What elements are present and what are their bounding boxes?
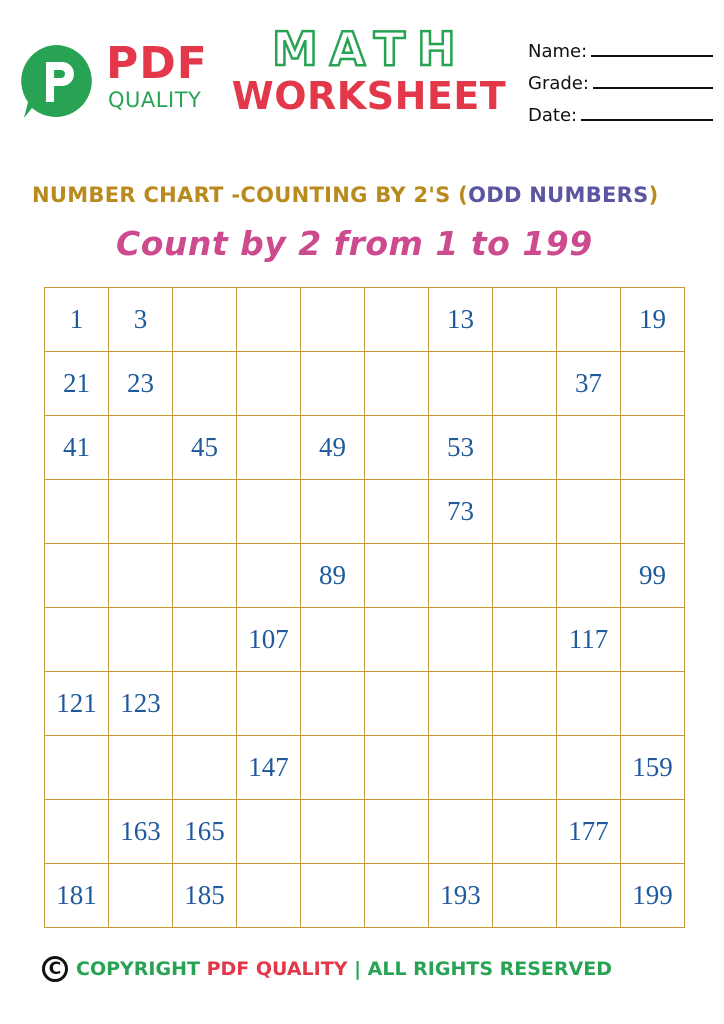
grid-cell[interactable]: 73 xyxy=(429,480,493,544)
grid-cell[interactable] xyxy=(173,736,237,800)
pdf-quality-logo xyxy=(18,38,218,122)
logo-p-icon xyxy=(18,42,96,120)
grid-cell[interactable] xyxy=(45,480,109,544)
number-chart-grid xyxy=(44,287,685,928)
grid-cell[interactable] xyxy=(173,352,237,416)
date-label: Date: xyxy=(528,105,578,126)
grid-row xyxy=(45,864,685,928)
name-field[interactable] xyxy=(528,30,713,62)
grid-cell[interactable] xyxy=(493,416,557,480)
grid-row xyxy=(45,416,685,480)
grid-row xyxy=(45,736,685,800)
grid-cell[interactable]: 3 xyxy=(109,288,173,352)
grid-cell[interactable] xyxy=(557,544,621,608)
title-math: MATH xyxy=(272,22,468,76)
grid-cell[interactable]: 185 xyxy=(173,864,237,928)
name-label: Name: xyxy=(528,41,588,62)
grid-cell[interactable] xyxy=(301,864,365,928)
grid-cell[interactable]: 49 xyxy=(301,416,365,480)
grid-cell[interactable] xyxy=(621,416,685,480)
grid-cell[interactable] xyxy=(173,608,237,672)
copyright-icon: C xyxy=(42,956,68,982)
grid-cell[interactable]: 123 xyxy=(109,672,173,736)
grid-cell[interactable] xyxy=(493,288,557,352)
grid-cell[interactable] xyxy=(45,608,109,672)
grid-cell[interactable]: 147 xyxy=(237,736,301,800)
grid-cell[interactable] xyxy=(493,864,557,928)
grade-field[interactable] xyxy=(528,62,713,94)
grid-cell[interactable] xyxy=(493,736,557,800)
date-field[interactable] xyxy=(528,94,713,126)
grid-cell[interactable] xyxy=(365,416,429,480)
grid-cell[interactable] xyxy=(493,608,557,672)
grid-cell[interactable]: 159 xyxy=(621,736,685,800)
grid-cell[interactable] xyxy=(557,288,621,352)
grid-row xyxy=(45,352,685,416)
grid-cell[interactable] xyxy=(365,864,429,928)
grid-cell[interactable]: 107 xyxy=(237,608,301,672)
grid-cell[interactable] xyxy=(365,608,429,672)
grid-cell[interactable] xyxy=(237,288,301,352)
grid-cell[interactable] xyxy=(621,352,685,416)
grid-cell[interactable] xyxy=(365,544,429,608)
grid-cell[interactable] xyxy=(621,800,685,864)
grid-cell[interactable] xyxy=(429,736,493,800)
grid-cell[interactable] xyxy=(109,544,173,608)
grid-cell[interactable] xyxy=(365,288,429,352)
grid-cell[interactable] xyxy=(365,672,429,736)
name-line[interactable] xyxy=(591,54,713,57)
grid-cell[interactable] xyxy=(429,352,493,416)
grid-row xyxy=(45,800,685,864)
footer-brand-text: PDF QUALITY xyxy=(206,958,348,980)
grid-cell[interactable]: 177 xyxy=(557,800,621,864)
grid-row xyxy=(45,480,685,544)
grid-cell[interactable] xyxy=(237,352,301,416)
grid-cell[interactable] xyxy=(493,544,557,608)
grid-cell[interactable] xyxy=(429,608,493,672)
grid-cell[interactable]: 45 xyxy=(173,416,237,480)
grid-cell[interactable] xyxy=(493,352,557,416)
grid-cell[interactable]: 121 xyxy=(45,672,109,736)
copyright-footer xyxy=(42,956,722,982)
grid-cell[interactable]: 193 xyxy=(429,864,493,928)
grid-cell[interactable] xyxy=(557,736,621,800)
grid-cell[interactable]: 165 xyxy=(173,800,237,864)
grid-cell[interactable] xyxy=(301,672,365,736)
grid-cell[interactable] xyxy=(237,544,301,608)
grid-cell[interactable]: 181 xyxy=(45,864,109,928)
grid-cell[interactable]: 37 xyxy=(557,352,621,416)
grid-cell[interactable] xyxy=(173,544,237,608)
grid-cell[interactable] xyxy=(237,480,301,544)
grid-cell[interactable] xyxy=(109,608,173,672)
grid-cell[interactable] xyxy=(493,800,557,864)
grid-cell[interactable] xyxy=(301,608,365,672)
grid-cell[interactable] xyxy=(237,864,301,928)
grid-cell[interactable] xyxy=(365,736,429,800)
grid-cell[interactable] xyxy=(365,352,429,416)
grid-cell[interactable]: 21 xyxy=(45,352,109,416)
grid-cell[interactable] xyxy=(45,800,109,864)
grid-cell[interactable]: 23 xyxy=(109,352,173,416)
grid-row xyxy=(45,608,685,672)
chart-subtitle: Count by 2 from 1 to 199 xyxy=(116,224,593,263)
grade-label: Grade: xyxy=(528,73,589,94)
grid-cell[interactable] xyxy=(557,480,621,544)
grid-cell[interactable] xyxy=(237,416,301,480)
grid-cell[interactable]: 117 xyxy=(557,608,621,672)
grid-cell[interactable] xyxy=(429,672,493,736)
date-line[interactable] xyxy=(581,118,713,121)
logo-word: PDF xyxy=(106,38,208,89)
grid-row xyxy=(45,672,685,736)
grade-line[interactable] xyxy=(593,86,713,89)
grid-cell[interactable] xyxy=(621,672,685,736)
grid-cell[interactable] xyxy=(109,736,173,800)
grid-cell[interactable]: 89 xyxy=(301,544,365,608)
grid-cell[interactable] xyxy=(173,480,237,544)
grid-cell[interactable] xyxy=(301,352,365,416)
chart-heading-part2: ) xyxy=(648,183,659,207)
grid-cell[interactable] xyxy=(45,544,109,608)
grid-cell[interactable] xyxy=(493,672,557,736)
grid-cell[interactable] xyxy=(237,800,301,864)
grid-cell[interactable] xyxy=(493,480,557,544)
grid-row xyxy=(45,288,685,352)
grid-cell[interactable]: 199 xyxy=(621,864,685,928)
grid-cell[interactable] xyxy=(173,672,237,736)
grid-cell[interactable] xyxy=(109,416,173,480)
grid-cell[interactable] xyxy=(429,544,493,608)
grid-cell[interactable] xyxy=(429,800,493,864)
chart-heading-part1: NUMBER CHART -COUNTING BY 2'S ( xyxy=(32,183,469,207)
grid-cell[interactable]: 99 xyxy=(621,544,685,608)
grid-cell[interactable]: 19 xyxy=(621,288,685,352)
logo-subword: QUALITY xyxy=(108,88,202,112)
grid-cell[interactable] xyxy=(365,800,429,864)
footer-rights-text: | ALL RIGHTS RESERVED xyxy=(354,958,612,980)
grid-cell[interactable] xyxy=(301,800,365,864)
grid-cell[interactable] xyxy=(621,608,685,672)
grid-cell[interactable] xyxy=(557,864,621,928)
grid-cell[interactable] xyxy=(365,480,429,544)
chart-heading-odd: ODD NUMBERS xyxy=(468,183,649,207)
footer-copyright-text: COPYRIGHT xyxy=(76,958,200,980)
grid-cell[interactable] xyxy=(557,416,621,480)
grid-cell[interactable] xyxy=(109,480,173,544)
grid-cell[interactable]: 1 xyxy=(45,288,109,352)
grid-cell[interactable] xyxy=(237,672,301,736)
title-worksheet: WORKSHEET xyxy=(231,74,507,118)
grid-cell[interactable] xyxy=(109,864,173,928)
grid-cell[interactable] xyxy=(301,480,365,544)
chart-heading xyxy=(32,183,712,207)
grid-cell[interactable]: 41 xyxy=(45,416,109,480)
student-fields xyxy=(528,30,713,126)
grid-cell[interactable] xyxy=(301,288,365,352)
grid-cell[interactable] xyxy=(173,288,237,352)
grid-cell[interactable] xyxy=(557,672,621,736)
grid-cell[interactable]: 163 xyxy=(109,800,173,864)
grid-cell[interactable] xyxy=(45,736,109,800)
grid-cell[interactable] xyxy=(301,736,365,800)
grid-cell[interactable]: 13 xyxy=(429,288,493,352)
grid-row xyxy=(45,544,685,608)
grid-cell[interactable] xyxy=(621,480,685,544)
grid-cell[interactable]: 53 xyxy=(429,416,493,480)
